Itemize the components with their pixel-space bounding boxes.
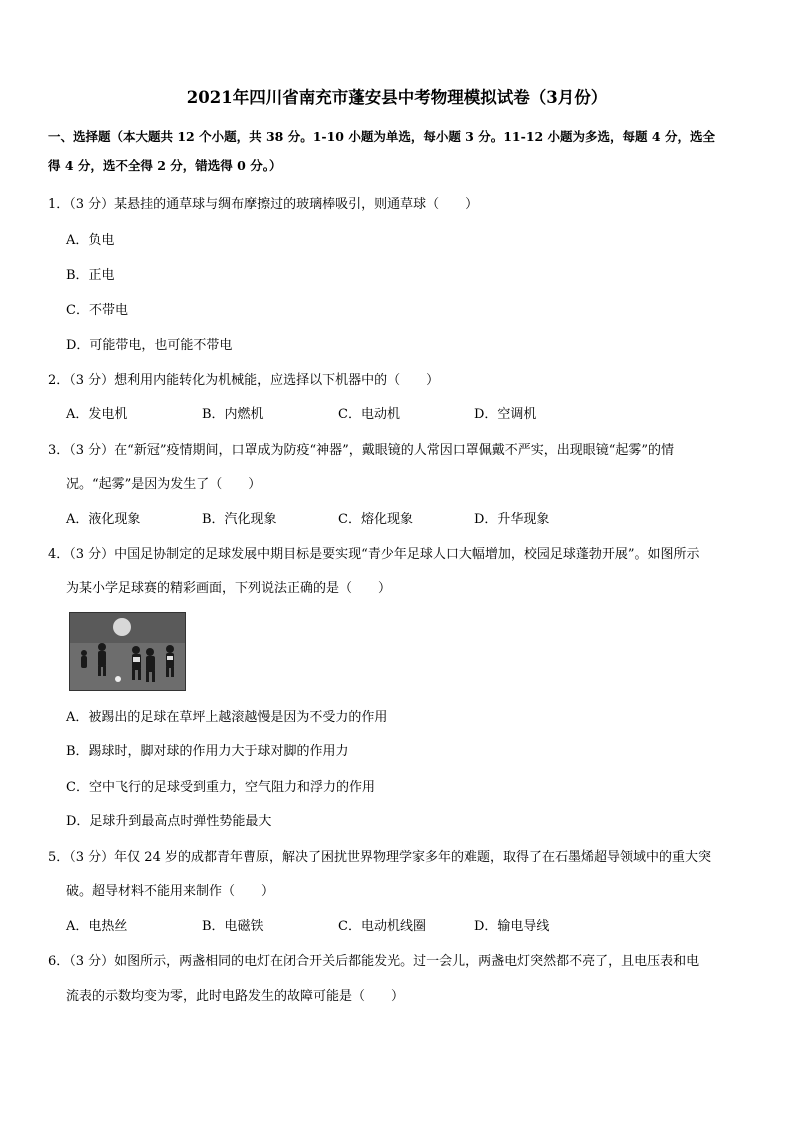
question-2-option-a: A．发电机 bbox=[66, 407, 128, 422]
question-4-option-c: C．空中飞行的足球受到重力，空气阻力和浮力的作用 bbox=[66, 780, 375, 795]
question-2-option-c: C．电动机 bbox=[338, 407, 400, 422]
question-5-option-d: D．输电导线 bbox=[474, 919, 550, 934]
question-1-option-b: B．正电 bbox=[66, 268, 115, 283]
question-1-stem: 1．（3 分）某悬挂的通草球与绸布摩擦过的玻璃棒吸引，则通草球（ ） bbox=[48, 197, 479, 212]
question-4-stem-line-1: 4．（3 分）中国足协制定的足球发展中期目标是要实现“青少年足球人口大幅增加，校园足球蓬勃开展”。如图所示 bbox=[48, 547, 700, 562]
question-2-option-d: D．空调机 bbox=[474, 407, 537, 422]
question-2-stem: 2．（3 分）想利用内能转化为机械能，应选择以下机器中的（ ） bbox=[48, 373, 440, 388]
question-4-stem-line-2: 为某小学足球赛的精彩画面，下列说法正确的是（ ） bbox=[66, 581, 392, 596]
section-heading-line-2: 得 4 分，选不全得 2 分，错选得 0 分。） bbox=[48, 158, 282, 173]
section-heading-line-1: 一、选择题（本大题共 12 个小题，共 38 分。1-10 小题为单选，每小题 3 分。11-12 小题为多选，每题 4 分，选全 bbox=[48, 129, 715, 144]
question-6-stem-line-2: 流表的示数均变为零，此时电路发生的故障可能是（ ） bbox=[66, 989, 405, 1004]
question-3-stem-line-1: 3．（3 分）在“新冠”疫情期间，口罩成为防疫“神器”，戴眼镜的人常因口罩佩戴不严实，出现眼镜“起雾”的情 bbox=[48, 443, 675, 458]
question-5-option-c: C．电动机线圈 bbox=[338, 919, 426, 934]
question-4-option-d: D．足球升到最高点时弹性势能最大 bbox=[66, 814, 272, 829]
question-4-option-b: B．踢球时，脚对球的作用力大于球对脚的作用力 bbox=[66, 744, 349, 759]
page-title: 2021年四川省南充市蓬安县中考物理模拟试卷（3月份） bbox=[186, 88, 608, 107]
question-3-option-d: D．升华现象 bbox=[474, 512, 550, 527]
question-6-stem-line-1: 6．（3 分）如图所示，两盏相同的电灯在闭合开关后都能发光。过一会儿，两盏电灯突然都不亮了，且电压表和电 bbox=[48, 954, 700, 969]
question-5-option-a: A．电热丝 bbox=[66, 919, 128, 934]
question-3-option-a: A．液化现象 bbox=[66, 512, 141, 527]
question-5-stem-line-1: 5．（3 分）年仅 24 岁的成都青年曹原，解决了困扰世界物理学家多年的难题，取得了在石墨烯超导领域中的重大突 bbox=[48, 850, 711, 865]
question-1-option-c: C．不带电 bbox=[66, 303, 128, 318]
question-3-stem-line-2: 况。“起雾”是因为发生了（ ） bbox=[66, 477, 262, 492]
question-4-option-a: A．被踢出的足球在草坪上越滚越慢是因为不受力的作用 bbox=[66, 710, 388, 725]
question-2-option-b: B．内燃机 bbox=[202, 407, 264, 422]
question-3-option-c: C．熔化现象 bbox=[338, 512, 413, 527]
question-1-option-d: D．可能带电，也可能不带电 bbox=[66, 338, 233, 353]
question-5-stem-line-2: 破。超导材料不能用来制作（ ） bbox=[66, 884, 275, 899]
question-1-option-a: A．负电 bbox=[66, 233, 115, 248]
question-5-option-b: B．电磁铁 bbox=[202, 919, 264, 934]
soccer-match-photo bbox=[69, 612, 186, 691]
question-3-option-b: B．汽化现象 bbox=[202, 512, 277, 527]
